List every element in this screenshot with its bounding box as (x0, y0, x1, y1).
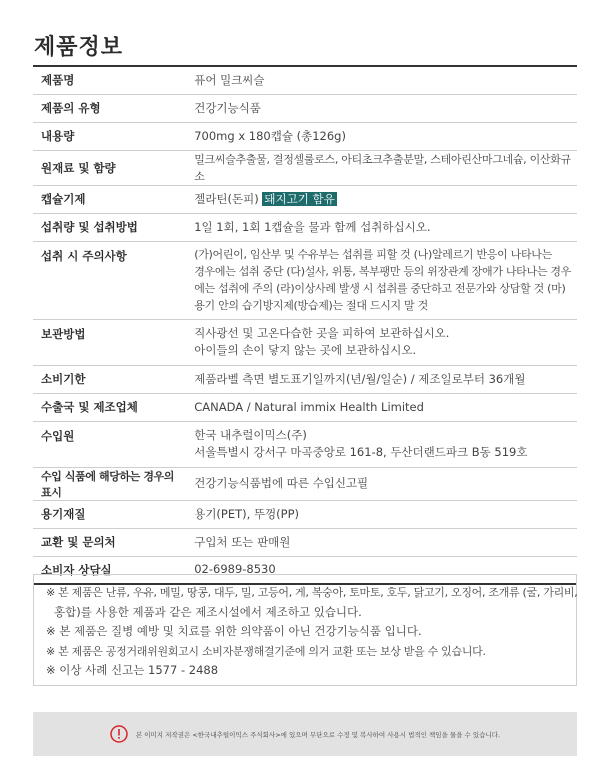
table-row (33, 66, 577, 94)
row-label: 제품의 유형 (33, 94, 182, 122)
row-value (182, 241, 577, 319)
caution-line: 에는 섭취에 주의 (라)이상사례 발생 시 섭취를 중단하고 전문가와 상담할 것 (마) (194, 282, 566, 295)
row-label: 수입 식품에 해당하는 경우의 표시 (33, 467, 182, 500)
row-label: 제품명 (33, 66, 182, 94)
row-label: 캡슐기제 (33, 185, 182, 213)
row-label: 소비기한 (33, 365, 182, 393)
row-label: 소비자 상담실 (41, 562, 112, 577)
page-title: 제품정보 (34, 35, 124, 60)
row-value: 제품라벨 측면 별도표기일까지(년/월/일순) / 제조일로부터 36개월 (182, 365, 577, 393)
table-row (33, 150, 577, 185)
row-label: 교환 및 문의처 (33, 528, 182, 556)
row-label: 용기재질 (33, 500, 182, 528)
table-row (33, 467, 577, 500)
table-row (33, 393, 577, 421)
copyright-footer (33, 712, 577, 756)
capsule-base-text: 젤라틴(돈피) (194, 191, 259, 206)
row-label: 수출국 및 제조업체 (33, 393, 182, 421)
row-label: 내용량 (33, 122, 182, 150)
row-value (182, 185, 577, 213)
row-value: 02-6989-8530 (194, 562, 276, 577)
table-row (33, 122, 577, 150)
row-value: 용기(PET), 뚜껑(PP) (182, 500, 577, 528)
row-value: 구입처 또는 판매원 (182, 528, 577, 556)
notice-line: 홍합)를 사용한 제품과 같은 제조시설에서 제조하고 있습니다. (54, 604, 362, 619)
caution-line: 경우에는 섭취 중단 (다)설사, 위통, 복부팽만 등의 위장관계 장애가 나타나는 경우 (194, 265, 571, 278)
caution-line: 용기 안의 습기방지제(방습제)는 절대 드시지 말 것 (194, 299, 428, 312)
row-value (182, 319, 577, 365)
caution-line: (가)어린이, 임산부 및 수유부는 섭취를 피할 것 (나)알레르기 반응이 나타나는 (194, 248, 552, 261)
row-label: 보관방법 (33, 319, 182, 365)
table-row (33, 500, 577, 528)
row-label: 수입원 (33, 421, 182, 467)
table-row (33, 185, 577, 213)
notice-line: ※ 본 제품은 공정거래위원회고시 소비자분쟁해결기준에 의거 교환 또는 보상 받을 수 있습니다. (46, 644, 486, 658)
storage-line: 아이들의 손이 닿지 않는 곳에 보관하십시오. (194, 343, 417, 357)
row-value: 1일 1회, 1회 1캡슐을 물과 함께 섭취하십시오. (182, 213, 577, 241)
notice-line: ※ 이상 사례 신고는 1577 - 2488 (46, 663, 219, 677)
product-info-table (33, 65, 577, 585)
row-value: 700mg x 180캡슐 (총126g) (182, 122, 577, 150)
row-value: 퓨어 밀크씨슬 (182, 66, 577, 94)
row-value: 건강기능식품법에 따른 수입신고필 (182, 467, 577, 500)
table-row (33, 365, 577, 393)
storage-line: 직사광선 및 고온다습한 곳을 피하여 보관하십시오. (194, 326, 450, 340)
table-row (33, 241, 577, 319)
importer-line: 한국 내추럴이믹스(주) (194, 428, 307, 442)
row-label: 원재료 및 함량 (33, 150, 182, 185)
row-label: 섭취량 및 섭취방법 (33, 213, 182, 241)
table-row (33, 213, 577, 241)
row-value: 건강기능식품 (182, 94, 577, 122)
pork-highlight: 돼지고기 함유 (264, 191, 335, 206)
table-row (33, 319, 577, 365)
table-row (33, 528, 577, 556)
table-row (33, 94, 577, 122)
row-value (182, 421, 577, 467)
row-label: 섭취 시 주의사항 (33, 241, 182, 319)
row-value: CANADA / Natural immix Health Limited (182, 393, 577, 421)
warning-icon (110, 725, 128, 743)
notice-line: ※ 본 제품은 난류, 우유, 메밀, 땅콩, 대두, 밀, 고등어, 게, 복숭아, 토마토, 호두, 닭고기, 오징어, 조개류 (굴, 가리비, (46, 586, 578, 599)
table-row (33, 421, 577, 467)
notice-box (33, 574, 577, 686)
importer-line: 서울특별시 강서구 마곡중앙로 161-8, 두산더랜드파크 B동 519호 (194, 445, 528, 459)
notice-line: ※ 본 제품은 질병 예방 및 치료를 위한 의약품이 아닌 건강기능식품 입니다. (46, 624, 422, 638)
copyright-text: 본 이미지 저작권은 <한국내추럴이믹스 주식회사>에 있으며 무단으로 수정 및 복사하여 사용시 법적인 책임을 물을 수 있습니다. (135, 730, 501, 739)
row-value: 밀크씨슬추출물, 결정셀룰로스, 아티초크추출분말, 스테아린산마그네슘, 이산화규소 (182, 150, 577, 185)
